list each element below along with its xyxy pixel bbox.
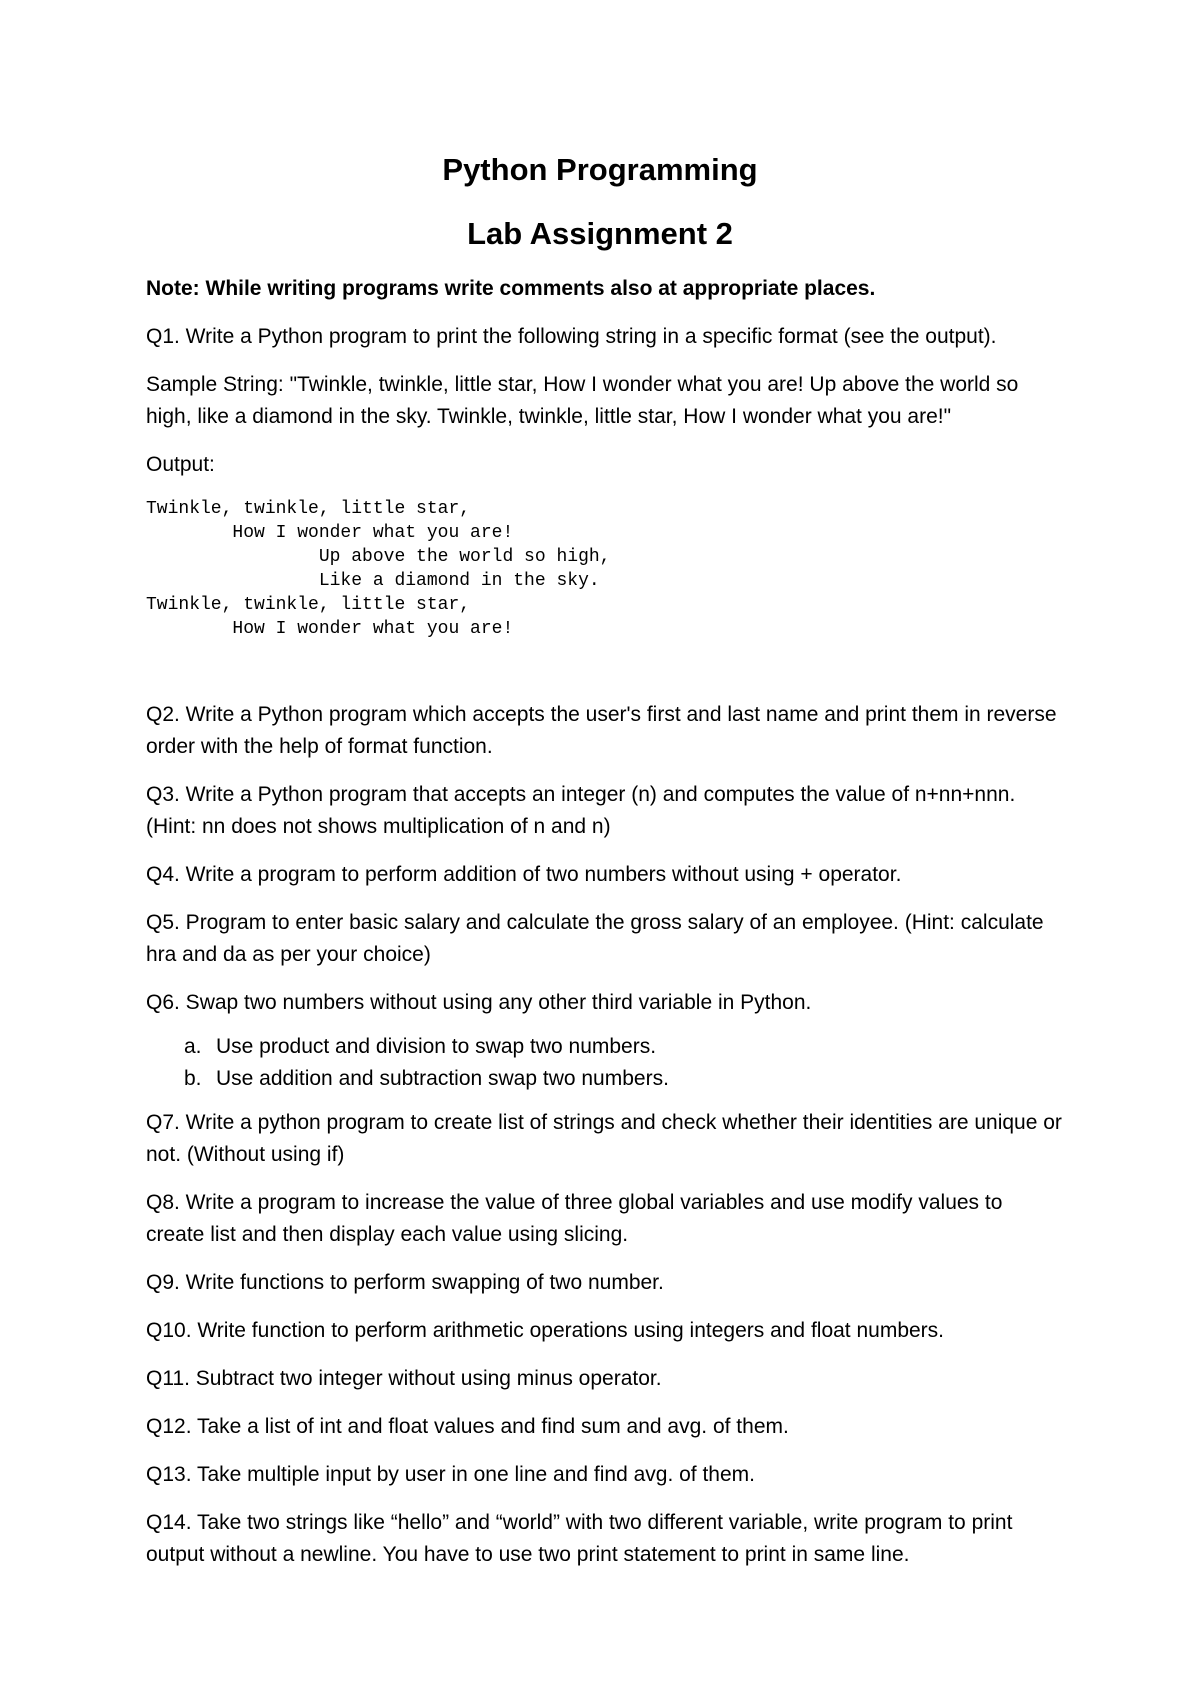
list-marker: b. (184, 1067, 202, 1090)
question-14: Q14. Take two strings like “hello” and “world” with two different variable, write program to print output without a newline. You have to use two print statement to print in same line. (146, 1511, 1013, 1566)
question-11: Q11. Subtract two integer without using minus operator. (146, 1367, 662, 1390)
list-item-text: Use addition and subtraction swap two numbers. (216, 1067, 669, 1090)
question-4: Q4. Write a program to perform addition of two numbers without using + operator. (146, 863, 902, 886)
output-code-block: Twinkle, twinkle, little star, How I wonder what you are! Up above the world so high, Like a diamond in the sky. Twinkle, twinkle, little star, How I wonder what you are! (146, 499, 611, 639)
question-8: Q8. Write a program to increase the value of three global variables and use modify values to create list and then display each value using slicing. (146, 1191, 1003, 1246)
document-subtitle: Lab Assignment 2 (467, 216, 733, 251)
question-13: Q13. Take multiple input by user in one line and find avg. of them. (146, 1463, 755, 1486)
question-10: Q10. Write function to perform arithmetic operations using integers and float numbers. (146, 1319, 945, 1342)
list-item (184, 1031, 1066, 1063)
question-5: Q5. Program to enter basic salary and calculate the gross salary of an employee. (Hint: calculate hra and da as per your choice) (146, 911, 1044, 966)
question-7: Q7. Write a python program to create list of strings and check whether their identities are unique or not. (Without using if) (146, 1111, 1062, 1166)
list-marker: a. (184, 1035, 202, 1058)
list-item-text: Use product and division to swap two numbers. (216, 1035, 657, 1058)
document-title: Python Programming (442, 152, 758, 187)
sample-string: Sample String: "Twinkle, twinkle, little star, How I wonder what you are! Up above the world so high, like a diamond in the sky. Twinkle, twinkle, little star, How I wonder what you are!" (146, 373, 1019, 428)
note-paragraph: Note: While writing programs write comments also at appropriate places. (146, 277, 876, 300)
question-6-sublist (146, 1031, 1066, 1095)
question-12: Q12. Take a list of int and float values and find sum and avg. of them. (146, 1415, 789, 1438)
list-item (184, 1063, 1066, 1095)
question-2: Q2. Write a Python program which accepts the user's first and last name and print them in reverse order with the help of format function. (146, 703, 1057, 758)
question-1: Q1. Write a Python program to print the following string in a specific format (see the output). (146, 325, 997, 348)
question-6: Q6. Swap two numbers without using any other third variable in Python. (146, 991, 812, 1014)
output-label: Output: (146, 453, 215, 476)
question-9: Q9. Write functions to perform swapping of two number. (146, 1271, 664, 1294)
document-body (146, 273, 1066, 1587)
question-3: Q3. Write a Python program that accepts an integer (n) and computes the value of n+nn+nnn. (Hint: nn does not shows multiplication of n and n) (146, 783, 1016, 838)
